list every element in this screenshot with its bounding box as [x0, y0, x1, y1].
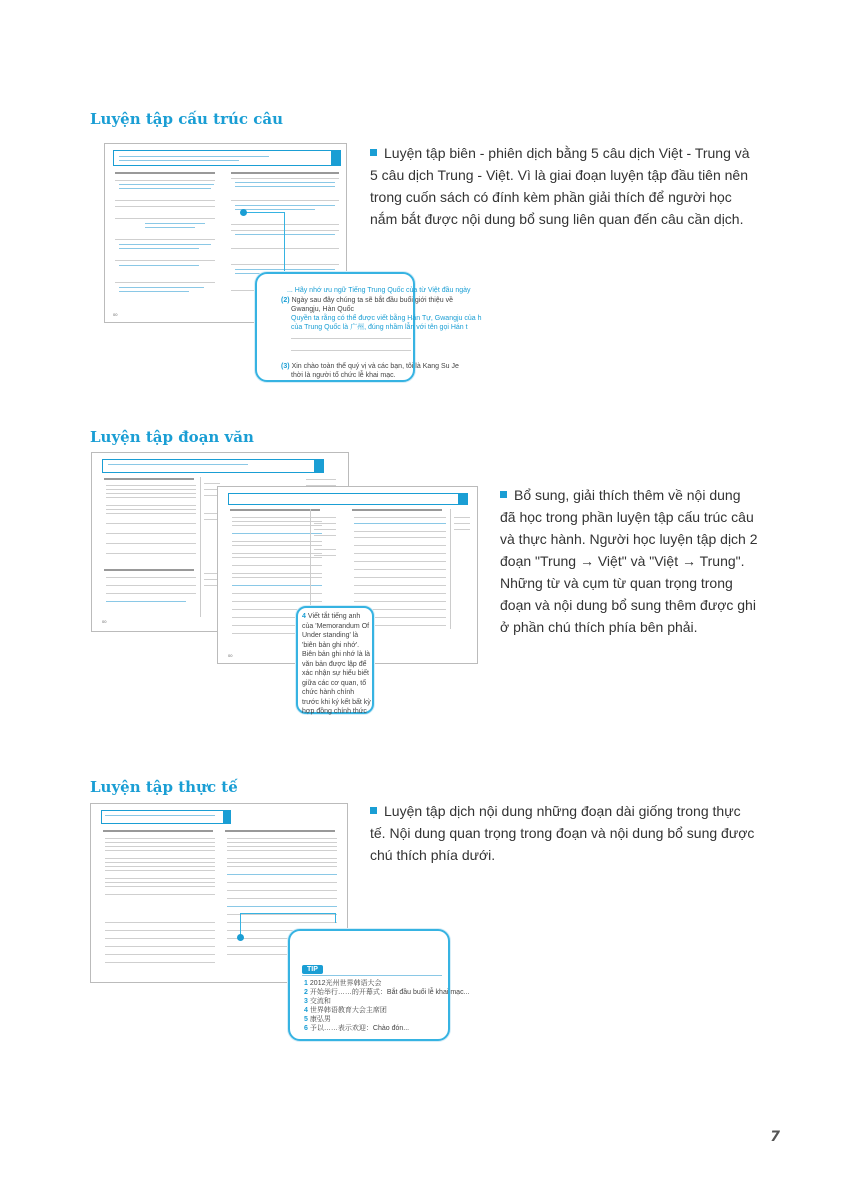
sentence-practice-description: Luyện tập biên - phiên dịch bằng 5 câu dịch Việt - Trung và 5 câu dịch Trung - Việt. Vì là giai đoạn luyện tập đầu tiên nên trong cuốn sách có đính kèm phần giải thích để người học nắm bắt được nội dung bổ sung liên quan đến câu cần dịch.: [370, 145, 750, 227]
paragraph-practice-note-callout: 4 Viết tắt tiếng anh của 'Memorandum Of Under standing' là 'biên bản ghi nhớ'. Biên bản ghi nhớ là là văn bản được lập để xác nhận sự hiểu biết giữa các cơ quan, tổ chức hành chính trước khi ký kết bất kỳ hợp đồng chính thức: [296, 606, 374, 714]
page-header-banner: [113, 150, 339, 166]
paragraph-practice-page-left: 00: [91, 452, 349, 632]
tip-item: 5 康弘男: [304, 1016, 331, 1023]
paragraph-practice-page-right: 00: [217, 486, 478, 664]
bullet-icon: [370, 149, 377, 156]
tip-item: 3 交流和: [304, 998, 331, 1005]
sentence-practice-zoom-callout: ... Hãy nhớ ưu ngữ Tiếng Trung Quốc của từ Việt đầu ngày (2) Ngày sau đây chúng ta sẽ bắt đầu buổi giới thiệu về Gwangju, Hàn Quốc Quyền ta rằng có thể được viết bằng Hán Tự, Gwangju của h của Trung Quốc là 广州, đúng nhầm lẫn với tên gọi Hán t (3) Xin chào toàn thể quý vị và các bạn, tôi là Kang Su Je thời là người tổ chức lễ khai mạc.: [255, 272, 415, 382]
page-number: 7: [770, 1129, 780, 1145]
bullet-icon: [500, 491, 507, 498]
tip-item: 2 开始举行……的开幕式：Bắt đầu buổi lễ khai mạc...: [304, 989, 470, 996]
tip-item: 6 予以……表示欢迎：Chào đón...: [304, 1025, 410, 1032]
tip-tag: TIP: [302, 965, 323, 974]
tip-item: 4 世界韩语教育大会主席团: [304, 1007, 387, 1014]
page-header-tab: [331, 150, 341, 166]
section-title-paragraph-practice: Luyện tập đoạn văn: [90, 428, 254, 446]
real-practice-tip-callout: [288, 929, 470, 1041]
tip-item: 1 2012光州世界韩语大会: [304, 980, 382, 987]
section-title-real-practice: Luyện tập thực tế: [90, 778, 238, 796]
sentence-practice-page-thumbnail: 00: [104, 143, 347, 323]
paragraph-practice-description: Bổ sung, giải thích thêm về nội dung đã học trong phần luyện tập cấu trúc câu và thực hành. Người học luyện tập dịch 2 đoạn "Trung → Việt" và "Việt → Trung". Những từ và cụm từ quan trọng trong đoạn và nội dung bổ sung thêm được ghi ở phần chú thích phía bên phải.: [500, 487, 758, 635]
section-title-sentence-practice: Luyện tập cấu trúc câu: [90, 110, 284, 128]
bullet-icon: [370, 807, 377, 814]
real-practice-description: Luyện tập dịch nội dung những đoạn dài giống trong thực tế. Nội dung quan trọng trong đoạn và nội dung bổ sung được chú thích phía dưới.: [370, 803, 755, 863]
